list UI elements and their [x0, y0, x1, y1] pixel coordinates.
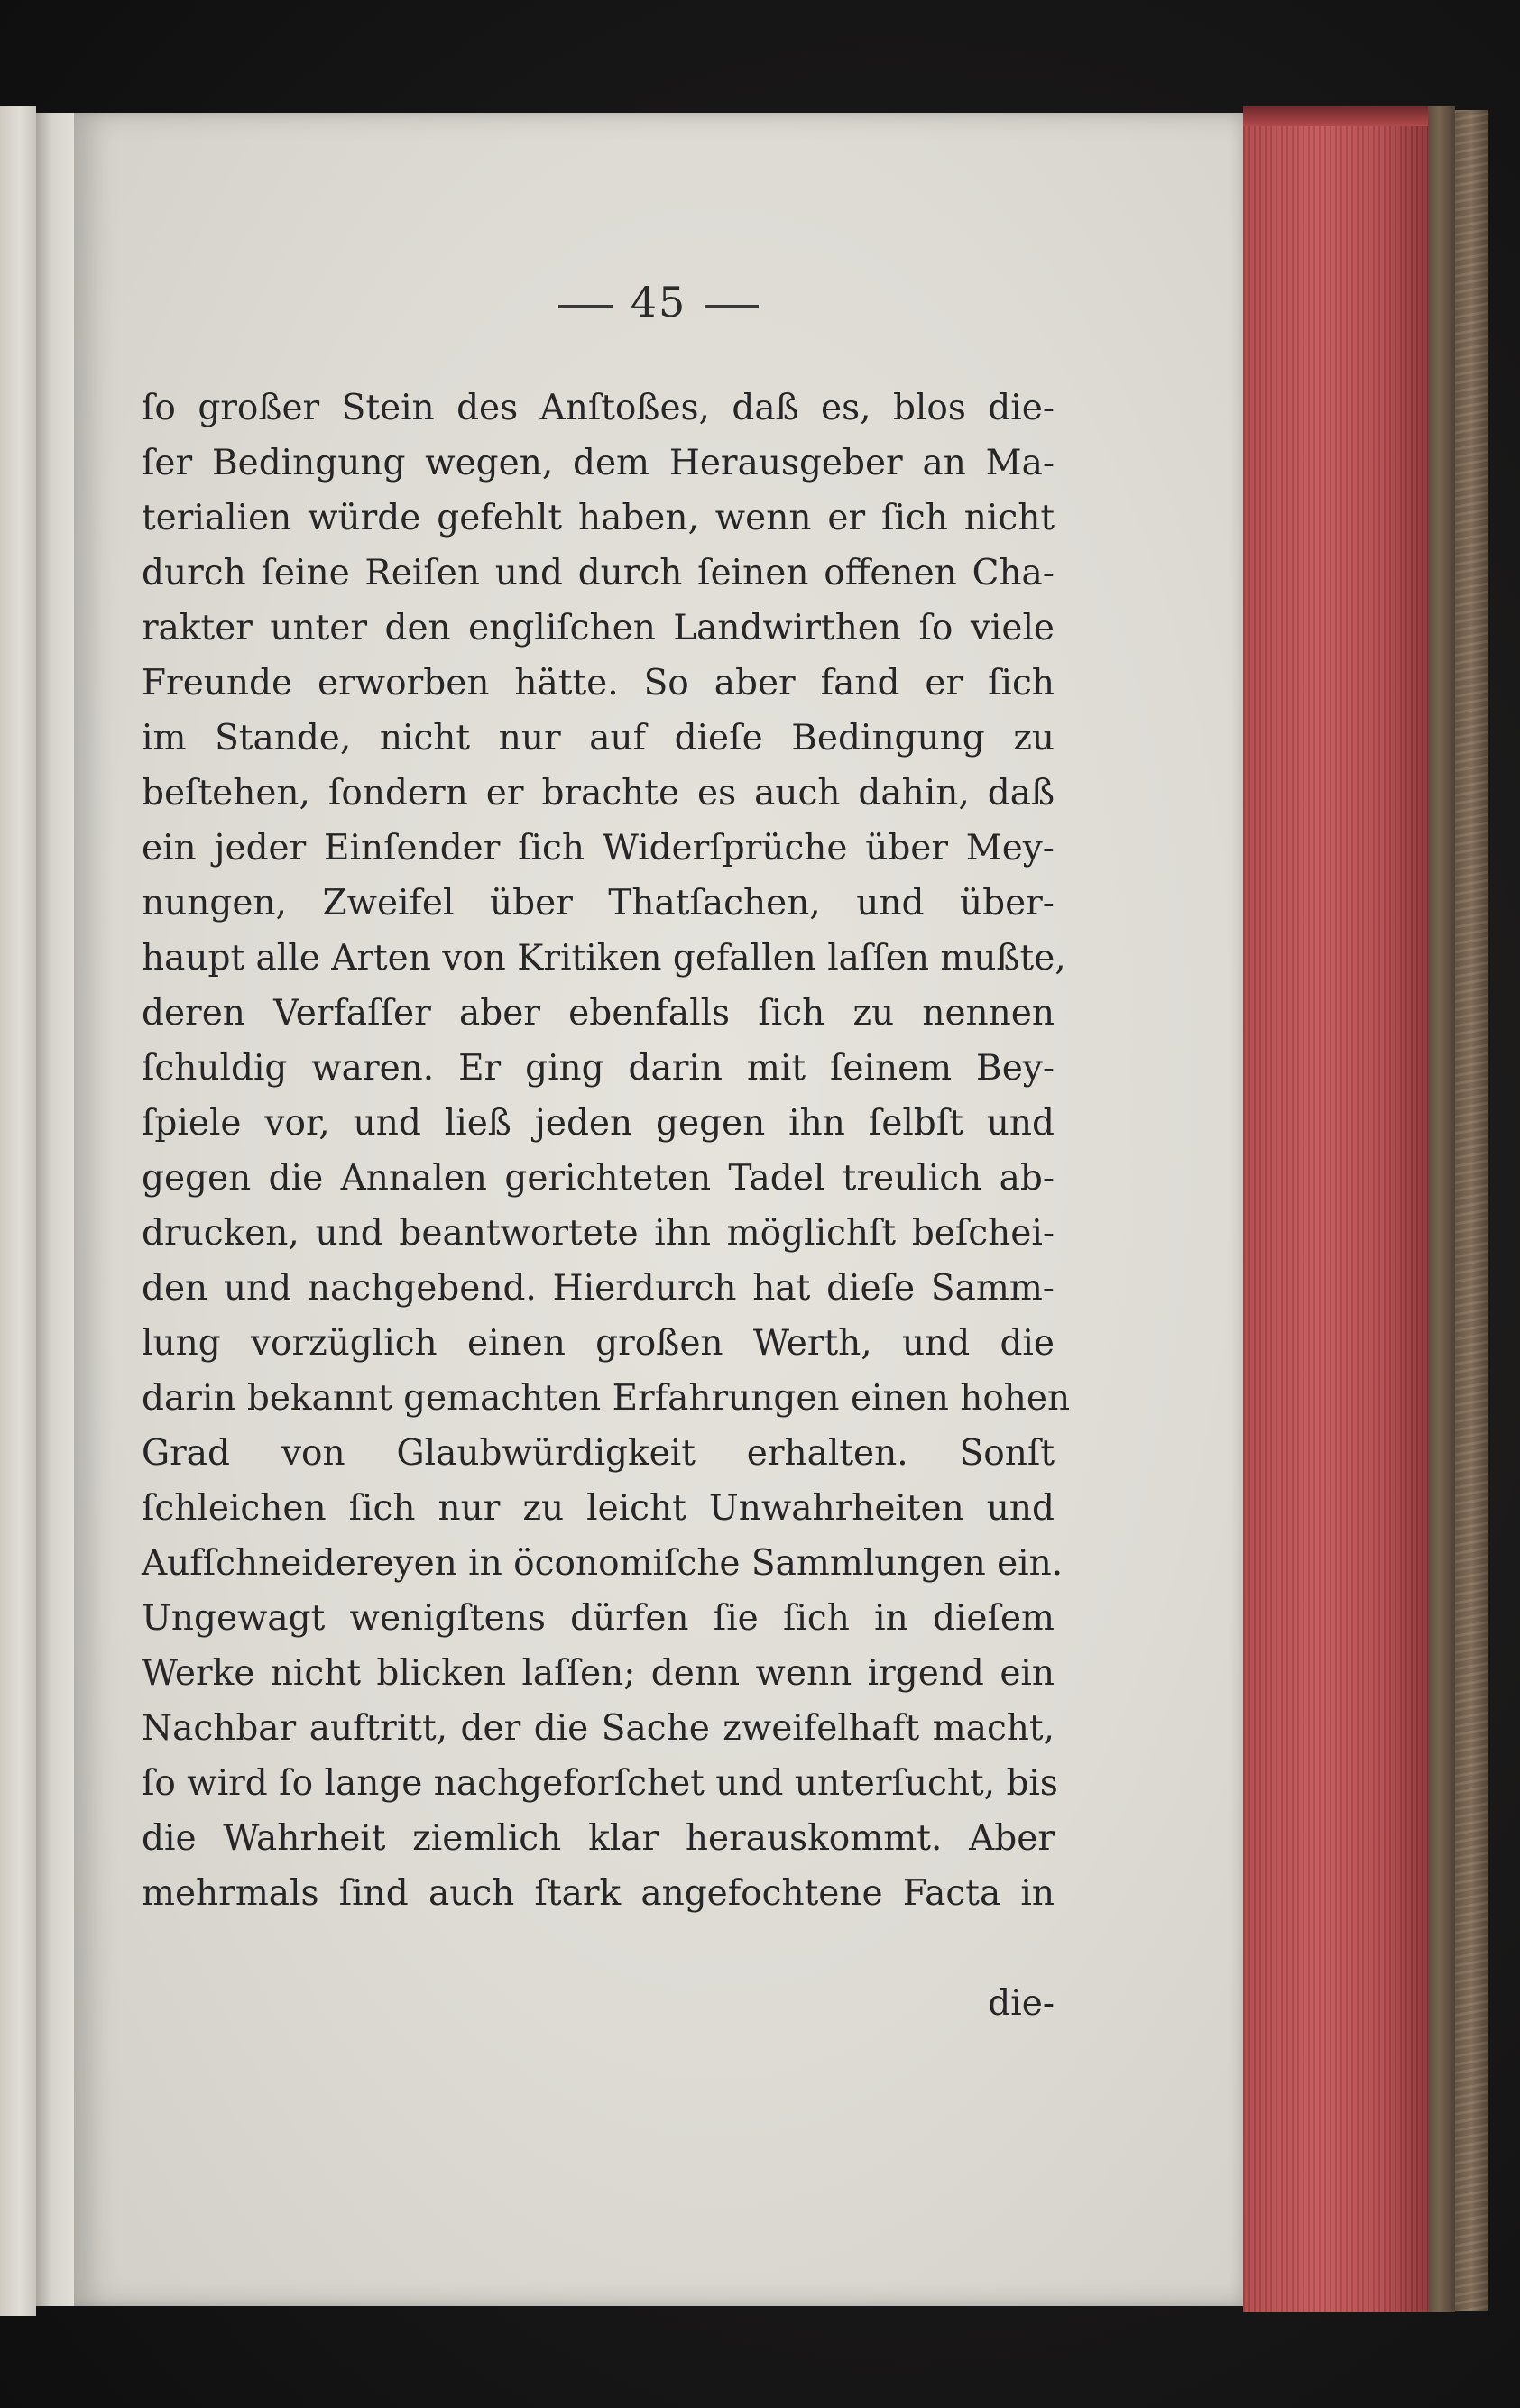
- text-line: Nachbar auftritt, der die Sache zweifelhaft macht,: [142, 1708, 1055, 1749]
- text-line: mehrmals ſind auch ſtark angefochtene Facta in: [142, 1873, 1055, 1914]
- text-line: gegen die Annalen gerichteten Tadel treulich ab-: [142, 1158, 1055, 1199]
- header-dash-left: [558, 305, 613, 308]
- text-line: deren Verfaſſer aber ebenfalls ſich zu nennen: [142, 993, 1055, 1034]
- text-line: Ungewagt wenigſtens dürfen ſie ſich in dieſem: [142, 1598, 1055, 1639]
- text-line: rakter unter den engliſchen Landwirthen ſo viele: [142, 608, 1055, 648]
- text-line: drucken, und beantwortete ihn möglichſt beſchei-: [142, 1213, 1055, 1254]
- text-line: die Wahrheit ziemlich klar herauskommt. Aber: [142, 1818, 1055, 1859]
- text-line: ſo wird ſo lange nachgeforſchet und unterſucht, bis: [142, 1763, 1058, 1804]
- text-line: Werke nicht blicken laſſen; denn wenn irgend ein: [142, 1653, 1055, 1694]
- text-line: ſchleichen ſich nur zu leicht Unwahrheiten und: [142, 1488, 1055, 1529]
- book-cover-outer: [1455, 110, 1488, 2311]
- text-line: [142, 1923, 1055, 1975]
- text-line: nungen, Zweifel über Thatſachen, und über-: [142, 883, 1055, 924]
- red-page-edges-top: [1243, 106, 1428, 126]
- page-gutter: [36, 113, 74, 2306]
- page-header: [74, 278, 1243, 326]
- text-line: darin bekannt gemachten Erfahrungen einen hohen: [142, 1378, 1071, 1419]
- text-line: Freunde erworben hätte. So aber fand er ſich: [142, 663, 1055, 703]
- text-line: ſpiele vor, und ließ jeden gegen ihn ſelbſt und: [142, 1103, 1055, 1144]
- text-line: Aufſchneidereyen in öconomiſche Sammlungen ein.: [142, 1543, 1064, 1584]
- text-line: ſer Bedingung wegen, dem Herausgeber an Ma-: [142, 443, 1055, 483]
- catchword: die-: [988, 1983, 1055, 2024]
- left-facing-page: [0, 106, 36, 2316]
- page-number: 45: [630, 278, 687, 326]
- text-line: im Stande, nicht nur auf dieſe Bedingung zu: [142, 718, 1055, 758]
- text-line: ſo großer Stein des Anſtoßes, daß es, blos die-: [142, 388, 1055, 428]
- text-line: ein jeder Einſender ſich Widerſprüche über Mey-: [142, 828, 1055, 869]
- book-cover-inner: [1428, 106, 1455, 2312]
- text-line: durch ſeine Reiſen und durch ſeinen offenen Cha-: [142, 553, 1055, 593]
- text-line: ſchuldig waren. Er ging darin mit ſeinem Bey-: [142, 1048, 1055, 1089]
- text-line: terialien würde gefehlt haben, wenn er ſich nicht: [142, 498, 1055, 538]
- text-line: Grad von Glaubwürdigkeit erhalten. Sonſt: [142, 1433, 1055, 1474]
- red-page-edges: [1243, 106, 1428, 2312]
- text-line: beſtehen, ſondern er brachte es auch dahin, daß: [142, 773, 1055, 813]
- text-line: den und nachgebend. Hierdurch hat dieſe Samm-: [142, 1268, 1055, 1309]
- header-dash-right: [705, 305, 759, 308]
- text-line: lung vorzüglich einen großen Werth, und die: [142, 1323, 1055, 1364]
- text-line: haupt alle Arten von Kritiken gefallen laſſen mußte,: [142, 938, 1066, 979]
